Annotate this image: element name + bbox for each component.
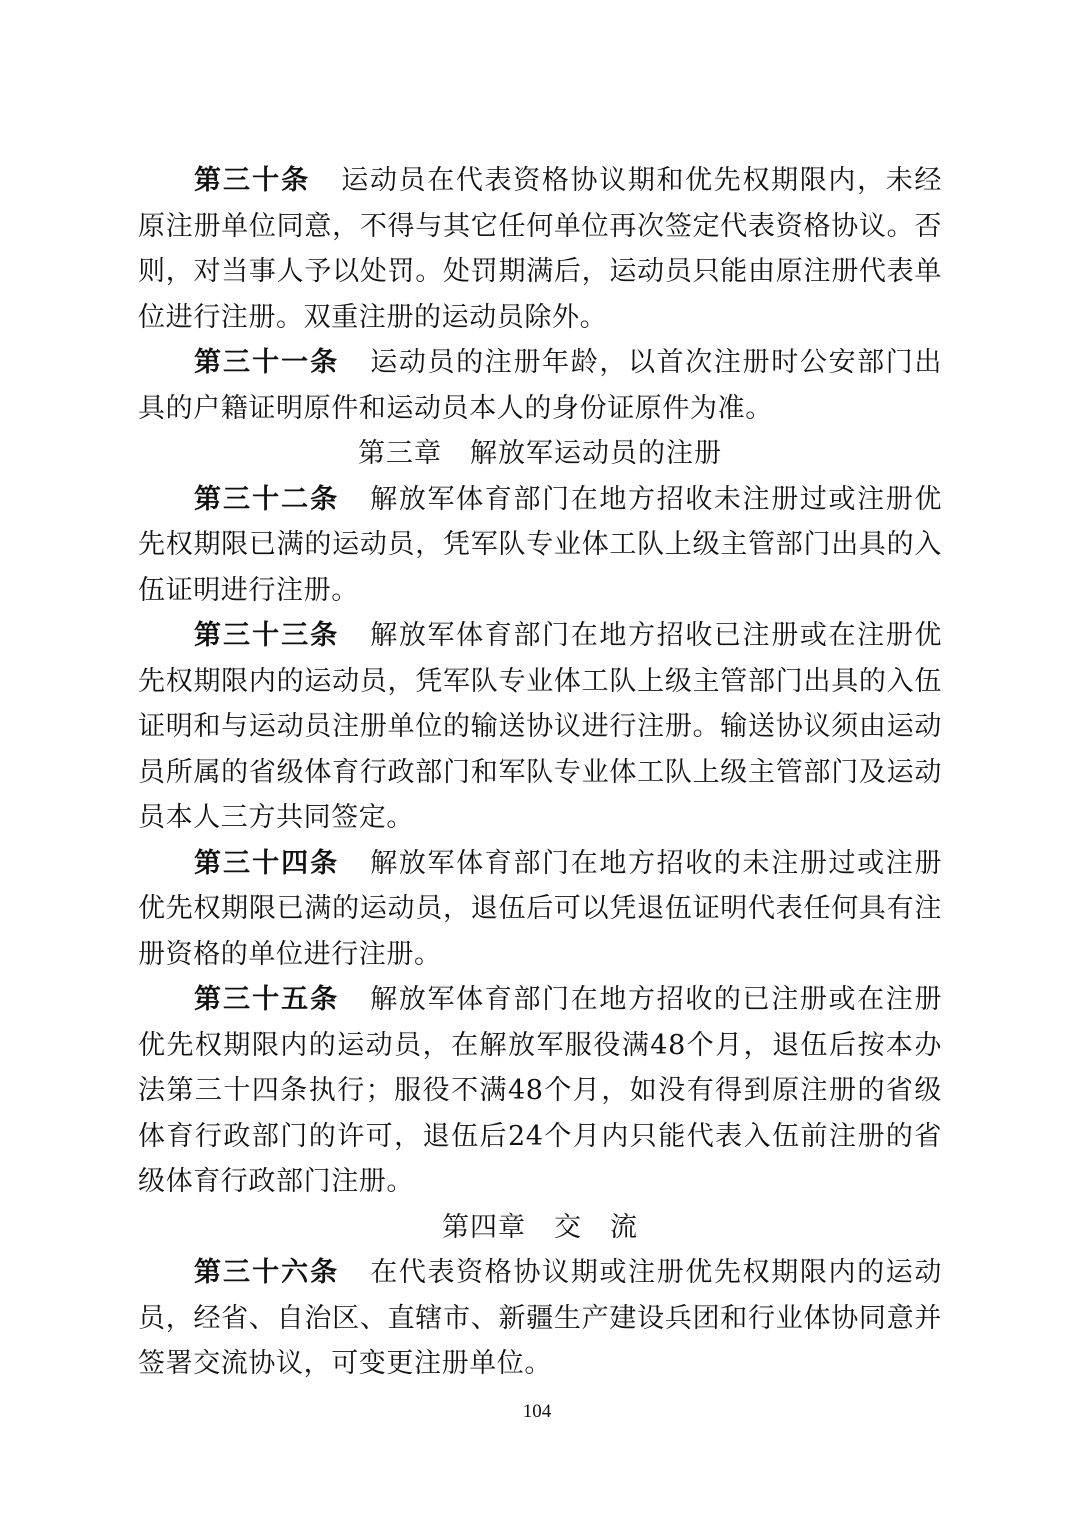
article-text: 在代表资格协议期或注册优先权期限内的运动员，经省、自治区、直辖市、新疆生产建设兵团和行业体协同意并签署交流协议，可变更注册单位。 bbox=[138, 1257, 943, 1379]
article-30 bbox=[138, 158, 942, 340]
article-33 bbox=[138, 613, 942, 841]
chapter-3-heading: 第三章 解放军运动员的注册 bbox=[358, 438, 722, 469]
article-label: 第三十一条 bbox=[194, 347, 340, 378]
article-label: 第三十三条 bbox=[194, 620, 340, 651]
article-label: 第三十二条 bbox=[194, 483, 340, 515]
document-body bbox=[138, 158, 942, 1387]
article-label: 第三十六条 bbox=[194, 1257, 340, 1288]
article-label: 第三十条 bbox=[194, 165, 311, 196]
article-36 bbox=[138, 1250, 942, 1387]
article-text: 解放军体育部门在地方招收的已注册或在注册优先权期限内的运动员，在解放军服役满48个月，退伍后按本办法第三十四条执行；服役不满48个月，如没有得到原注册的省级体育行政部门的许可，退伍后24个月内只能代表入伍前注册的省级体育行政部门注册。 bbox=[138, 984, 943, 1197]
page-number: 104 bbox=[522, 1401, 552, 1422]
article-text: 解放军体育部门在地方招收未注册过或注册优先权期限已满的运动员，凭军队专业体工队上级主管部门出具的入伍证明进行注册。 bbox=[138, 483, 943, 606]
article-text: 解放军体育部门在地方招收已注册或在注册优先权期限内的运动员，凭军队专业体工队上级主管部门出具的入伍证明和与运动员注册单位的输送协议进行注册。输送协议须由运动员所属的省级体育行政部门和军队专业体工队上级主管部门及运动员本人三方共同签定。 bbox=[138, 620, 943, 833]
article-31 bbox=[138, 340, 942, 431]
article-32 bbox=[138, 477, 942, 614]
chapter-4-heading: 第四章 交 流 bbox=[442, 1211, 638, 1243]
article-text: 运动员的注册年龄，以首次注册时公安部门出具的户籍证明原件和运动员本人的身份证原件为准。 bbox=[138, 347, 943, 424]
article-34 bbox=[138, 841, 942, 978]
article-label: 第三十五条 bbox=[194, 984, 340, 1015]
article-label: 第三十四条 bbox=[194, 847, 340, 879]
article-text: 运动员在代表资格协议期和优先权期限内，未经原注册单位同意，不得与其它任何单位再次签定代表资格协议。否则，对当事人予以处罚。处罚期满后，运动员只能由原注册代表单位进行注册。双重注册的运动员除外。 bbox=[138, 165, 943, 333]
article-text: 解放军体育部门在地方招收的未注册过或注册优先权期限已满的运动员，退伍后可以凭退伍证明代表任何具有注册资格的单位进行注册。 bbox=[138, 847, 943, 970]
article-35 bbox=[138, 977, 942, 1205]
